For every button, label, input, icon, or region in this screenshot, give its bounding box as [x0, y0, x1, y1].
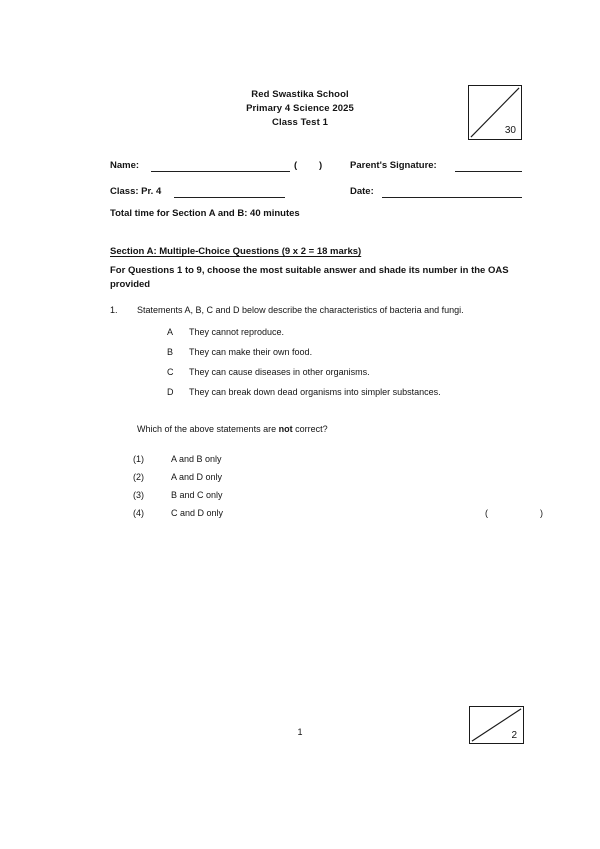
question-1-options — [133, 452, 543, 524]
prompt-emphasis: not — [278, 424, 293, 434]
subject-year: Primary 4 Science 2025 — [246, 103, 354, 114]
class-label: Class: Pr. 4 — [110, 186, 162, 197]
option-3[interactable] — [133, 488, 522, 506]
statement-c — [167, 365, 522, 385]
parent-signature-input-line[interactable] — [455, 171, 522, 172]
question-1-stem: Statements A, B, C and D below describe the characteristics of bacteria and fungi. — [137, 305, 464, 315]
page-marks-value: 2 — [511, 730, 517, 741]
prompt-suffix: correct? — [292, 424, 328, 434]
class-input-line[interactable] — [174, 197, 285, 198]
option-1[interactable] — [133, 452, 522, 470]
question-1-statements — [167, 325, 522, 405]
option-2[interactable] — [133, 470, 522, 488]
page-marks-box — [469, 706, 524, 744]
question-1 — [110, 303, 543, 524]
index-paren-open: ( — [294, 160, 298, 171]
statement-b-text: They can make their own food. — [189, 347, 313, 357]
index-paren-close: ) — [319, 160, 323, 171]
question-1-number: 1. — [110, 305, 118, 315]
date-label: Date: — [350, 186, 374, 197]
statement-c-text: They can cause diseases in other organisms. — [189, 367, 370, 377]
name-input-line[interactable] — [151, 171, 290, 172]
question-1-prompt — [137, 422, 522, 436]
option-4-number: (4) — [133, 508, 144, 518]
page-number: 1 — [297, 727, 303, 737]
option-2-text: A and D only — [171, 472, 223, 482]
option-4[interactable] — [133, 506, 543, 524]
option-4-text: C and D only — [171, 508, 224, 518]
school-name: Red Swastika School — [251, 89, 349, 100]
section-a-instruction: For Questions 1 to 9, choose the most suitable answer and shade its number in the OAS provided — [110, 265, 509, 290]
prompt-prefix: Which of the above statements are — [137, 424, 279, 434]
assessment-title: Class Test 1 — [272, 117, 328, 128]
candidate-particulars — [110, 160, 522, 212]
name-label: Name: — [110, 160, 140, 171]
total-marks-value: 30 — [504, 125, 516, 136]
section-a-heading: Section A: Multiple-Choice Questions (9 x 2 = 18 marks) — [110, 246, 362, 257]
statement-a — [167, 325, 522, 345]
statement-d-text: They can break down dead organisms into simpler substances. — [189, 387, 441, 397]
statement-c-letter: C — [167, 367, 174, 377]
statement-a-letter: A — [167, 327, 174, 337]
parent-signature-label: Parent's Signature: — [350, 160, 437, 171]
statement-b-letter: B — [167, 347, 174, 357]
statement-b — [167, 345, 522, 365]
option-3-text: B and C only — [171, 490, 223, 500]
name-row — [110, 160, 522, 186]
answer-bracket-close: ) — [540, 508, 543, 518]
option-1-text: A and B only — [171, 454, 222, 464]
statement-d-letter: D — [167, 387, 174, 397]
option-2-number: (2) — [133, 472, 144, 482]
answer-bracket-open: ( — [485, 508, 488, 518]
statement-a-text: They cannot reproduce. — [189, 327, 285, 337]
date-input-line[interactable] — [382, 197, 522, 198]
question-1-head — [110, 303, 522, 317]
option-3-number: (3) — [133, 490, 144, 500]
total-score-box — [468, 85, 522, 140]
total-time-note: Total time for Section A and B: 40 minutes — [110, 208, 300, 219]
statement-d — [167, 385, 522, 405]
option-1-number: (1) — [133, 454, 144, 464]
